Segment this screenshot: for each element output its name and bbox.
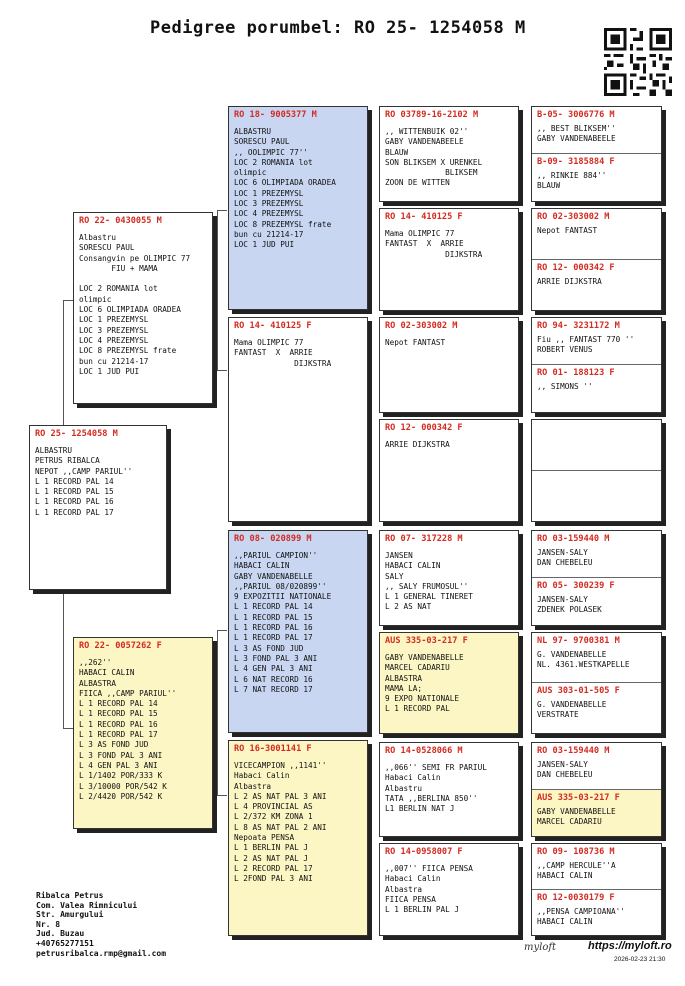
connector-line: [63, 300, 73, 301]
pedigree-pair-card: [531, 843, 662, 936]
info-line: L 1 RECORD PAL 16: [234, 623, 313, 633]
owner-line: Str. Amurgului: [36, 910, 104, 920]
info-line: L 2FOND PAL 3 ANI: [234, 874, 313, 884]
ring-number: B-09- 3185884 F: [537, 157, 615, 167]
pedigree-pair-card-empty: [531, 419, 662, 522]
info-line: L 4 PROVINCIAL AS: [234, 802, 313, 812]
info-line: L 2 AS NAT: [385, 602, 432, 612]
info-line: HABACI CALIN: [537, 871, 593, 881]
card-lines: [537, 171, 656, 192]
info-line: LOC 6 OLIMPIADA ORADEA: [79, 305, 181, 315]
info-line: L 2/4420 POR/542 K: [79, 791, 163, 801]
info-line: ,, BEST BLIKSEM'': [537, 124, 616, 133]
info-line: BLAUW: [385, 147, 409, 157]
info-line: L 2/372 KM ZONA 1: [234, 812, 313, 822]
info-line: LOC 1 PREZEMYSL: [79, 315, 149, 325]
card-lines: [385, 864, 513, 915]
ring-number: RO 94- 3231172 M: [537, 321, 620, 331]
site-url[interactable]: https://myloft.ro: [588, 940, 672, 952]
info-line: DIJKSTRA: [385, 249, 483, 259]
ring-number: RO 22- 0430055 M: [79, 216, 162, 226]
info-line: L 7 NAT RECORD 17: [234, 684, 313, 694]
info-line: SORESCU PAUL: [79, 243, 135, 253]
card-lines: [35, 446, 161, 518]
info-line: L 3 AS FOND JUD: [79, 740, 149, 750]
pedigree-pair-card: [531, 106, 662, 202]
info-line: HABACI CALIN: [537, 916, 593, 926]
ring-number: RO 05- 300239 F: [537, 581, 615, 591]
card-lines: [234, 338, 362, 369]
card-lines: [79, 658, 207, 802]
info-line: Nepot FANTAST: [385, 338, 446, 347]
info-line: Mama OLIMPIC 77: [234, 338, 304, 347]
info-line: Habaci Calin: [385, 874, 441, 884]
info-line: L 1/1402 POR/333 K: [79, 771, 163, 781]
ring-number: RO 02-303002 M: [537, 212, 610, 222]
card-lines: [537, 548, 656, 569]
info-line: L 1 RECORD PAL: [385, 704, 450, 714]
card-lines: [385, 551, 513, 613]
card-lines: [537, 760, 656, 781]
ring-number: RO 16-3001141 F: [234, 744, 312, 754]
info-line: [79, 274, 207, 284]
info-line: ,, RINKIE 884'': [537, 171, 607, 180]
info-line: DAN CHEBELEU: [537, 558, 593, 568]
info-line: ,, WITTENBUIK 02'': [385, 127, 469, 136]
info-line: ZDENEK POLASEK: [537, 605, 602, 615]
ring-number: AUS 335-03-217 F: [385, 636, 468, 646]
info-line: L 1 RECORD PAL 17: [234, 633, 313, 643]
owner-line: petrusribalca.rmp@gmail.com: [36, 948, 167, 958]
info-line: LOC 3 PREZEMYSL: [234, 199, 304, 209]
info-line: GABY VANDENABELLE: [537, 806, 616, 816]
ring-number: RO 02-303002 M: [385, 321, 458, 331]
ring-number: RO 09- 108736 M: [537, 847, 615, 857]
card-lines: [537, 907, 656, 928]
info-line: MAMA LA;: [385, 683, 423, 693]
owner-line: Jud. Buzau: [36, 929, 85, 939]
connector-line: [217, 210, 218, 370]
ring-number: NL 97- 9700381 M: [537, 636, 620, 646]
info-line: ROBERT VENUS: [537, 345, 593, 355]
ring-number: RO 18- 9005377 M: [234, 110, 317, 120]
card-lines: [537, 861, 656, 882]
card-lines: [385, 653, 513, 715]
card-lines: [385, 338, 513, 348]
info-line: LOC 1 JUD PUI: [79, 366, 140, 376]
info-line: ,,CAMP HERCULE''A: [537, 861, 616, 870]
info-line: LOC 3 PREZEMYSL: [79, 325, 149, 335]
info-line: LOC 2 ROMANIA lot: [79, 284, 158, 294]
info-line: L 2 RECORD PAL 17: [234, 863, 313, 873]
info-line: DAN CHEBELEU: [537, 770, 593, 780]
card-lines: [537, 226, 656, 236]
info-line: GABY VANDENABEELE: [537, 134, 616, 144]
card-lines: [537, 277, 656, 287]
print-date: 2026-02-23 21:30: [614, 956, 666, 963]
info-line: L 1 RECORD PAL 17: [79, 730, 158, 740]
ring-number: RO 25- 1254058 M: [35, 429, 118, 439]
card-lines: [385, 229, 513, 260]
info-line: TATA ,,BERLINA 850'': [385, 793, 478, 803]
info-line: FIICA PENSA: [385, 894, 436, 904]
info-line: GABY VANDENABELLE: [385, 653, 464, 662]
ring-number: RO 07- 317228 M: [385, 534, 463, 544]
connector-line: [63, 300, 64, 428]
info-line: bun cu 21214-17: [234, 229, 304, 239]
info-line: 9 EXPO NATIONALE: [385, 694, 460, 704]
info-line: Fiu ,, FANTAST 770 '': [537, 335, 635, 344]
pedigree-card-sire-dam: [228, 317, 368, 522]
info-line: L 6 NAT RECORD 16: [234, 674, 313, 684]
pedigree-card-dd-dam: [379, 843, 519, 936]
info-line: JANSEN-SALY: [537, 760, 588, 769]
info-line: ,, OOLIMPIC 77'': [234, 147, 309, 157]
info-line: L1 BERLIN NAT J: [385, 804, 455, 814]
info-line: L 2 AS NAT PAL J: [234, 853, 309, 863]
info-line: NEPOT ,,CAMP PARIUL'': [35, 466, 133, 476]
owner-line: Ribalca Petrus: [36, 891, 104, 900]
owner-contact: [36, 891, 166, 958]
card-lines: [234, 127, 362, 251]
connector-line: [217, 210, 227, 211]
info-line: LOC 4 PREZEMYSL: [79, 335, 149, 345]
info-line: olimpic: [79, 294, 112, 304]
ring-number: AUS 303-01-505 F: [537, 686, 620, 696]
info-line: Albastru: [385, 783, 423, 793]
info-line: GABY VANDENABELLE: [234, 571, 313, 581]
pedigree-pair-card: [531, 317, 662, 413]
connector-line: [217, 630, 227, 631]
pedigree-card-dam-sire: [228, 530, 368, 733]
ring-number: RO 12-0030179 F: [537, 892, 615, 903]
info-line: Habaci Calin: [385, 773, 441, 783]
pedigree-card-sire-sire: [228, 106, 368, 310]
connector-line: [63, 728, 73, 729]
info-line: ,,262'': [79, 658, 112, 667]
info-line: ARRIE DIJKSTRA: [537, 276, 602, 286]
info-line: DIJKSTRA: [234, 358, 332, 368]
info-line: ,,PENSA CAMPIOANA'': [537, 906, 625, 916]
info-line: LOC 6 OLIMPIADA ORADEA: [234, 178, 336, 188]
card-lines: [79, 233, 207, 377]
info-line: FIU + MAMA: [79, 263, 158, 273]
ring-number: B-05- 3006776 M: [537, 110, 615, 120]
info-line: ALBASTRA: [79, 678, 117, 688]
card-lines: [537, 700, 656, 721]
info-line: Nepot FANTAST: [537, 226, 598, 235]
card-lines: [537, 335, 656, 356]
info-line: Habaci Calin: [234, 771, 290, 781]
pedigree-card-ss-sire: [379, 106, 519, 202]
info-line: L 1 RECORD PAL 16: [35, 497, 114, 507]
qr-code: [604, 28, 672, 96]
info-line: ,,066'' SEMI FR PARIUL: [385, 763, 487, 772]
info-line: FIICA ,,CAMP PARIUL'': [79, 688, 177, 698]
info-line: Consangvin pe OLIMPIC 77: [79, 253, 191, 263]
info-line: JANSEN: [385, 551, 413, 560]
connector-line: [217, 630, 218, 795]
info-line: ALBASTRU: [234, 127, 272, 136]
info-line: L 8 AS NAT PAL 2 ANI: [234, 822, 327, 832]
info-line: L 1 RECORD PAL 14: [35, 476, 114, 486]
info-line: NL. 4361.WESTKAPELLE: [537, 660, 630, 670]
info-line: FANTAST X ARRIE: [385, 239, 464, 249]
info-line: L 1 BERLIN PAL J: [385, 905, 460, 915]
info-line: L 1 RECORD PAL 15: [79, 709, 158, 719]
info-line: BLAUW: [537, 181, 561, 191]
owner-line: Com. Valea Rimnicului: [36, 900, 138, 910]
card-lines: [385, 440, 513, 450]
info-line: LOC 1 PREZEMYSL: [234, 188, 304, 198]
ring-number: RO 01- 188123 F: [537, 368, 615, 378]
ring-number: AUS 335-03-217 F: [537, 792, 620, 803]
pedigree-pair-card: [531, 530, 662, 626]
ring-number: RO 14-0528066 M: [385, 746, 463, 756]
info-line: bun cu 21214-17: [79, 356, 149, 366]
info-line: G. VANDENABELLE: [537, 700, 607, 709]
info-line: LOC 2 ROMANIA lot: [234, 157, 313, 167]
info-line: MARCEL CADARIU: [385, 663, 450, 673]
info-line: ARRIE DIJKSTRA: [385, 440, 450, 449]
info-line: ALBASTRU: [35, 446, 73, 455]
pedigree-pair-card: [531, 632, 662, 734]
pedigree-card-ds-sire: [379, 530, 519, 626]
pedigree-pair-card: [531, 208, 662, 311]
info-line: L 3/10000 POR/542 K: [79, 781, 167, 791]
card-lines: [537, 807, 656, 828]
info-line: PETRUS RIBALCA: [35, 456, 100, 466]
info-line: VICECAMPION ,,1141'': [234, 761, 327, 770]
info-line: L 4 GEN PAL 3 ANI: [79, 760, 158, 770]
info-line: JANSEN-SALY: [537, 548, 588, 557]
ring-number: RO 12- 000342 F: [385, 423, 463, 433]
ring-number: RO 08- 020899 M: [234, 534, 312, 544]
pedigree-card-ss-dam: [379, 208, 519, 311]
ring-number: RO 22- 0057262 F: [79, 641, 162, 651]
card-lines: [385, 763, 513, 814]
info-line: L 1 RECORD PAL 14: [79, 699, 158, 709]
info-line: HABACI CALIN: [385, 561, 441, 571]
pedigree-card-sd-dam: [379, 419, 519, 522]
info-line: GABY VANDENABEELE: [385, 137, 464, 147]
myloft-logo: myloft: [524, 942, 557, 953]
info-line: L 3 FOND PAL 3 ANI: [79, 750, 163, 760]
card-lines: [537, 650, 656, 671]
info-line: Nepoata PENSA: [234, 833, 295, 843]
card-lines: [537, 595, 656, 616]
ring-number: RO 14- 410125 F: [385, 212, 463, 222]
info-line: Albastru: [79, 233, 117, 242]
info-line: BLIKSEM: [385, 168, 478, 178]
info-line: ,,PARIUL CAMPION'': [234, 551, 318, 560]
info-line: HABACI CALIN: [234, 561, 290, 571]
pedigree-card-ds-dam: [379, 632, 519, 734]
ring-number: RO 03-159440 M: [537, 746, 610, 756]
ring-number: RO 03789-16-2102 M: [385, 110, 479, 120]
info-line: SORESCU PAUL: [234, 137, 290, 147]
ring-number: RO 12- 000342 F: [537, 262, 615, 273]
card-lines: [234, 551, 362, 695]
info-line: ALBASTRA: [385, 673, 423, 683]
info-line: ,, SALY FRUMOSUL'': [385, 581, 469, 591]
info-line: Mama OLIMPIC 77: [385, 229, 455, 238]
info-line: L 3 FOND PAL 3 ANI: [234, 653, 318, 663]
info-line: LOC 1 JUD PUI: [234, 240, 295, 250]
info-line: L 1 BERLIN PAL J: [234, 843, 309, 853]
pedigree-pair-card: [531, 742, 662, 837]
info-line: L 1 RECORD PAL 15: [234, 612, 313, 622]
info-line: L 1 GENERAL TINERET: [385, 592, 473, 602]
info-line: LOC 4 PREZEMYSL: [234, 209, 304, 219]
info-line: Albastra: [385, 884, 423, 894]
info-line: Albastra: [234, 781, 272, 791]
pedigree-card-sd-sire: [379, 317, 519, 413]
pedigree-card-self: [29, 425, 167, 590]
info-line: HABACI CALIN: [79, 668, 135, 678]
info-line: L 4 GEN PAL 3 ANI: [234, 664, 313, 674]
info-line: FANTAST X ARRIE: [234, 348, 313, 358]
info-line: LOC 8 PREZEMYSL frate: [79, 346, 177, 356]
pedigree-card-sire: [73, 212, 213, 404]
info-line: L 1 RECORD PAL 15: [35, 487, 114, 497]
info-line: VERSTRATE: [537, 710, 579, 720]
pedigree-card-dam: [73, 637, 213, 829]
ring-number: RO 14-0958007 F: [385, 847, 463, 857]
pedigree-card-dd-sire: [379, 742, 519, 837]
card-lines: [385, 127, 513, 189]
ring-number: RO 14- 410125 F: [234, 321, 312, 331]
info-line: ZOON DE WITTEN: [385, 178, 450, 188]
connector-line: [217, 795, 227, 796]
card-lines: [537, 382, 656, 392]
connector-line: [217, 370, 227, 371]
info-line: L 1 RECORD PAL 14: [234, 602, 313, 612]
card-lines: [537, 124, 656, 145]
info-line: SALY: [385, 571, 404, 581]
owner-line: +40765277151: [36, 938, 94, 948]
info-line: olimpic: [234, 168, 267, 178]
info-line: MARCEL CADARIU: [537, 816, 602, 826]
page-title: Pedigree porumbel: RO 25- 1254058 M: [150, 18, 526, 38]
info-line: SON BLIKSEM X URENKEL: [385, 157, 483, 167]
owner-line: Nr. 8: [36, 919, 61, 929]
info-line: LOC 8 PREZEMYSL frate: [234, 219, 332, 229]
ring-number: RO 03-159440 M: [537, 534, 610, 544]
info-line: 9 EXPOZITII NATIONALE: [234, 592, 332, 602]
info-line: G. VANDENABELLE: [537, 650, 607, 659]
info-line: L 2 AS NAT PAL 3 ANI: [234, 791, 327, 801]
info-line: L 1 RECORD PAL 16: [79, 719, 158, 729]
card-lines: [234, 761, 362, 885]
pedigree-card-dam-dam: [228, 740, 368, 936]
info-line: ,, SIMONS '': [537, 382, 593, 391]
info-line: ,,007'' FIICA PENSA: [385, 864, 473, 873]
info-line: L 3 AS FOND JUD: [234, 643, 304, 653]
info-line: L 1 RECORD PAL 17: [35, 507, 114, 517]
info-line: ,,PARIUL 08/020899'': [234, 581, 327, 591]
info-line: JANSEN-SALY: [537, 595, 588, 604]
